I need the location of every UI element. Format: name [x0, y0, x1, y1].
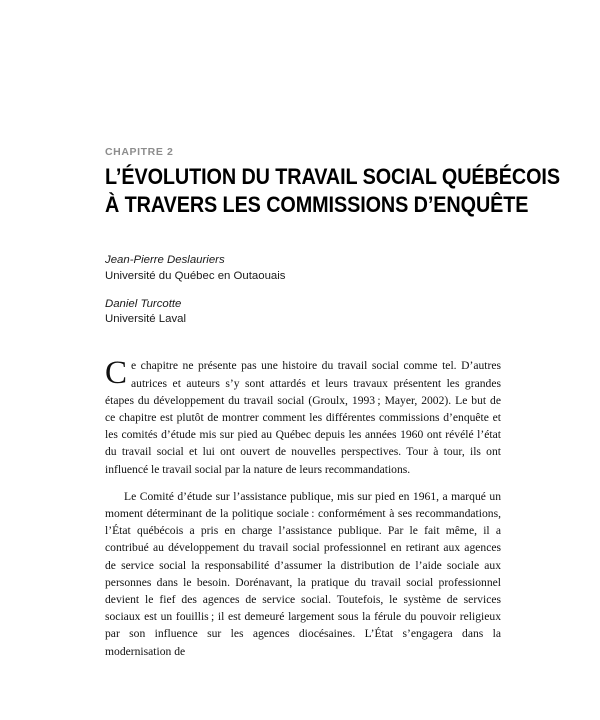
author-list	[105, 253, 501, 327]
chapter-title-line-1: L’ÉVOLUTION DU TRAVAIL SOCIAL QUÉBÉCOIS	[105, 163, 560, 189]
author-name: Jean-Pierre Deslauriers	[105, 254, 225, 267]
author-entry	[105, 297, 501, 328]
author-entry	[105, 253, 501, 284]
chapter-title-line-2: À TRAVERS LES COMMISSIONS D’ENQUÊTE	[105, 191, 529, 217]
chapter-label: CHAPITRE 2	[105, 146, 174, 158]
body-text	[105, 357, 501, 659]
author-name: Daniel Turcotte	[105, 297, 182, 310]
page-content-column	[105, 146, 560, 660]
body-paragraph: Le Comité d’étude sur l’assistance publique, mis sur pied en 1961, a marqué un moment déterminant de la politique sociale : conformément à ses recommandations, l’État québécois a pris en charge l’assistance publique. Par le fait même, il a contribué au développement du travail social professionnel en retirant aux agences de service social la responsabilité d’assumer la distribution de l’aide sociale aux personnes dans le besoin. Dorénavant, la pratique du travail social professionnel devient le fief des agences de service social. Toutefois, le système de services sociaux est un fouillis ; il est demeuré largement sous la férule du pouvoir religieux par son influence sur les agences diocésaines. L’État s’engagera dans la modernisation de	[105, 489, 501, 658]
author-affiliation: Université du Québec en Outaouais	[105, 269, 286, 282]
page-title	[105, 163, 560, 220]
author-affiliation: Université Laval	[105, 313, 187, 326]
body-paragraph: Ce chapitre ne présente pas une histoire du travail social comme tel. D’autres autrices et auteurs s’y sont attardés et leurs travaux présentent les grandes étapes du développement du travail social (Groulx, 1993 ; Mayer, 2002). Le but de ce chapitre est plutôt de montrer comment les différentes commissions d’enquête et les comités d’étude mis sur pied au Québec depuis les années 1960 ont révélé l’état du travail social et lui ont ouvert de nouvelles perspectives. Tour à tour, ils ont influencé le travail social par la nature de leurs recommandations.	[105, 355, 501, 476]
